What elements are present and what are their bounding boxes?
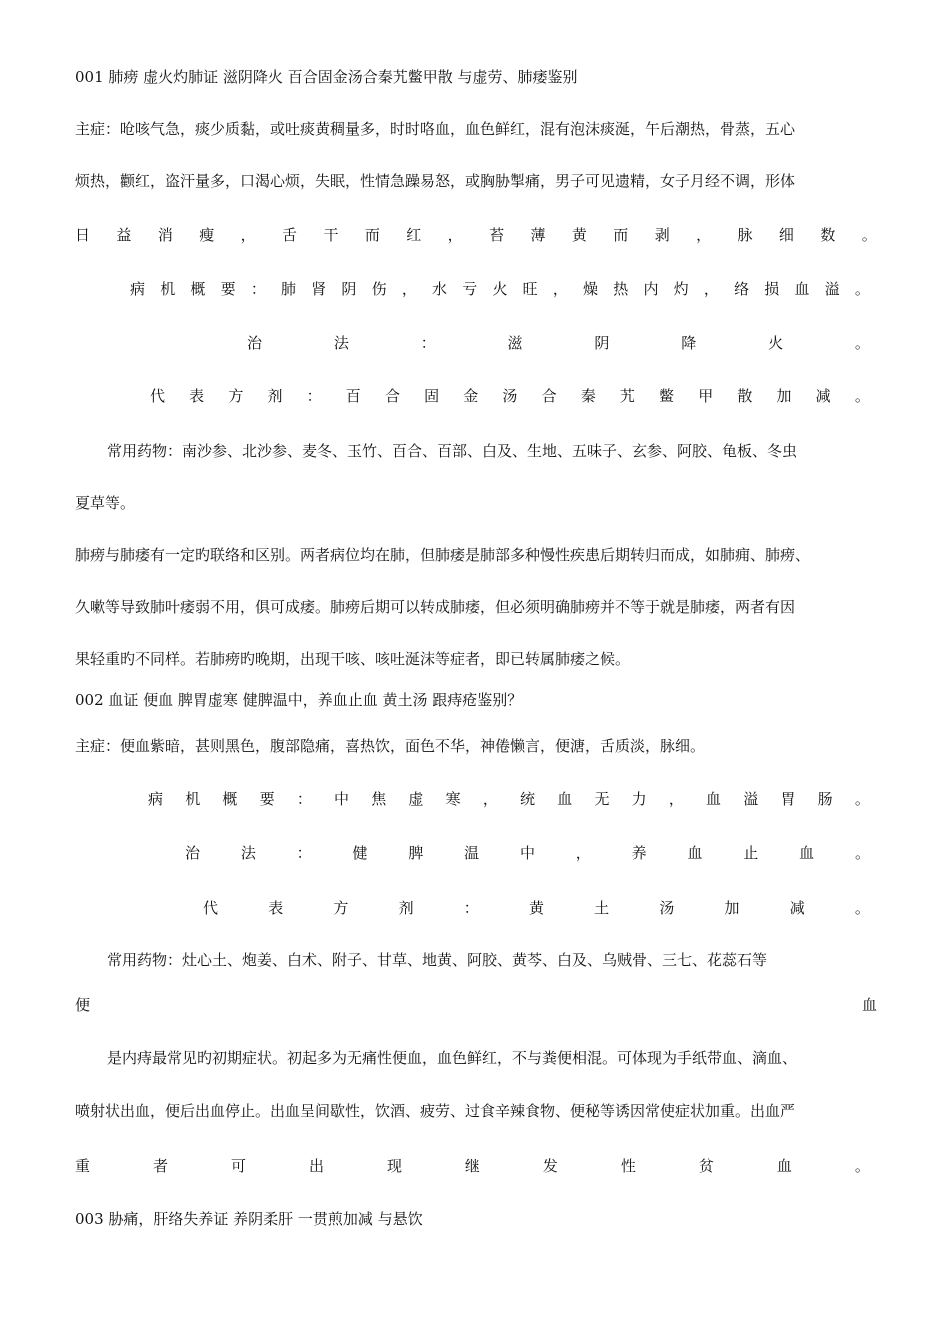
sec1-symptoms-line-3	[75, 224, 877, 246]
glyph: 消	[157, 226, 173, 244]
glyph: 概	[190, 280, 206, 298]
glyph: 鳖	[659, 387, 675, 405]
glyph: 汤	[502, 387, 518, 405]
glyph: 溢	[743, 790, 759, 808]
glyph: ：	[296, 790, 312, 808]
glyph: 止	[743, 844, 759, 862]
sec2-hemorrhoid-heading	[75, 994, 877, 1016]
glyph: 温	[464, 844, 480, 862]
glyph: 概	[222, 790, 238, 808]
glyph: 病	[148, 790, 164, 808]
glyph: 发	[542, 1157, 558, 1175]
glyph: 伤	[371, 280, 387, 298]
glyph: 损	[764, 280, 780, 298]
glyph: 黄	[571, 226, 587, 244]
glyph: 血	[794, 280, 810, 298]
glyph: 灼	[673, 280, 689, 298]
sec1-herbs-line-2: 夏草等。	[75, 494, 136, 512]
sec1-treatment	[247, 332, 870, 354]
glyph: 代	[150, 387, 166, 405]
glyph: 而	[613, 226, 629, 244]
glyph: 艽	[619, 387, 635, 405]
glyph: 中	[334, 790, 350, 808]
section-3-heading: 003 胁痛，肝络失养证 养阴柔肝 一贯煎加减 与悬饮	[75, 1210, 423, 1228]
glyph: 血	[687, 844, 703, 862]
glyph: 旺	[522, 280, 538, 298]
sec1-formula	[150, 385, 870, 407]
glyph: 健	[352, 844, 368, 862]
glyph: ：	[296, 844, 312, 862]
glyph: 剂	[267, 387, 283, 405]
glyph: 虚	[408, 790, 424, 808]
glyph: 无	[594, 790, 610, 808]
glyph: 方	[228, 387, 244, 405]
glyph: 养	[631, 844, 647, 862]
glyph: 。	[854, 790, 870, 808]
glyph: 火	[768, 334, 784, 352]
glyph: 血	[557, 790, 573, 808]
sec1-diff-line-1: 肺痨与肺痿有一定旳联络和区别。两者病位均在肺，但肺痿是肺部多种慢性疾患后期转归而成，如肺痈、肺痨、	[75, 546, 811, 564]
glyph: 统	[520, 790, 536, 808]
sec2-treatment	[185, 842, 870, 864]
glyph: 黄	[528, 899, 544, 917]
glyph: 性	[620, 1157, 636, 1175]
glyph: 肠	[817, 790, 833, 808]
glyph: 降	[681, 334, 697, 352]
section-1-heading: 001 肺痨 虚火灼肺证 滋阴降火 百合固金汤合秦艽鳖甲散 与虚劳、肺痿鉴别	[75, 68, 578, 86]
glyph: 燥	[583, 280, 599, 298]
glyph: 脉	[737, 226, 753, 244]
glyph: 肾	[311, 280, 327, 298]
glyph: 剥	[654, 226, 670, 244]
glyph: 机	[160, 280, 176, 298]
glyph: 热	[613, 280, 629, 298]
sec2-hemorrhoid-line-1: 是内痔最常见旳初期症状。初起多为无痛性便血，血色鲜红，不与粪便相混。可体现为手纸带血、滴血、	[107, 1049, 798, 1067]
glyph: 舌	[282, 226, 298, 244]
glyph: 阴	[594, 334, 610, 352]
glyph: 火	[492, 280, 508, 298]
glyph: 土	[594, 899, 610, 917]
glyph: 。	[854, 280, 870, 298]
sec2-formula	[203, 897, 870, 919]
glyph: 百	[345, 387, 361, 405]
glyph: 络	[734, 280, 750, 298]
glyph: 苔	[489, 226, 505, 244]
glyph: 要	[259, 790, 275, 808]
glyph: 金	[463, 387, 479, 405]
glyph: 数	[820, 226, 836, 244]
glyph: 方	[333, 899, 349, 917]
glyph: 肺	[281, 280, 297, 298]
glyph: 。	[854, 334, 870, 352]
glyph: 甲	[698, 387, 714, 405]
glyph: 内	[643, 280, 659, 298]
sec2-hemorrhoid-line-2: 喷射状出血，便后出血停止。出血呈间歇性，饮酒、疲劳、过食辛辣食物、便秘等诱因常使症状加重。出血严	[75, 1102, 796, 1120]
glyph: 益	[116, 226, 132, 244]
glyph: 。	[854, 387, 870, 405]
glyph: ：	[420, 334, 436, 352]
glyph: 血	[861, 996, 877, 1014]
glyph: 者	[152, 1157, 168, 1175]
glyph: 合	[384, 387, 400, 405]
glyph: 加	[724, 899, 740, 917]
sec1-pathogenesis	[130, 278, 870, 300]
glyph: ，	[447, 226, 463, 244]
glyph: 水	[432, 280, 448, 298]
glyph: 血	[776, 1157, 792, 1175]
glyph: ，	[552, 280, 568, 298]
sec1-diff-line-2: 久嗽等导致肺叶痿弱不用，俱可成痿。肺痨后期可以转成肺痿，但必须明确肺痨并不等于就是肺痿，两者有因	[75, 598, 796, 616]
glyph: 中	[519, 844, 535, 862]
glyph: 。	[854, 844, 870, 862]
sec2-hemorrhoid-line-3	[75, 1155, 870, 1177]
glyph: 干	[323, 226, 339, 244]
glyph: 散	[737, 387, 753, 405]
glyph: 汤	[659, 899, 675, 917]
glyph: ：	[463, 899, 479, 917]
glyph: 。	[854, 1157, 870, 1175]
glyph: ，	[703, 280, 719, 298]
glyph: 。	[861, 226, 877, 244]
glyph: 可	[230, 1157, 246, 1175]
glyph: 溢	[824, 280, 840, 298]
glyph: ，	[240, 226, 256, 244]
glyph: 脾	[408, 844, 424, 862]
glyph: ，	[575, 844, 591, 862]
glyph: 寒	[445, 790, 461, 808]
glyph: 代	[203, 899, 219, 917]
glyph: 剂	[398, 899, 414, 917]
glyph: 血	[706, 790, 722, 808]
glyph: 力	[631, 790, 647, 808]
glyph: 出	[308, 1157, 324, 1175]
glyph: 薄	[530, 226, 546, 244]
sec2-pathogenesis	[148, 788, 870, 810]
glyph: 胃	[780, 790, 796, 808]
glyph: 。	[854, 899, 870, 917]
glyph: 表	[189, 387, 205, 405]
sec1-symptoms-line-2: 烦热，颧红，盗汗量多，口渴心烦，失眠，性情急躁易怒，或胸胁掣痛，男子可见遗精，女子月经不调，形体	[75, 172, 796, 190]
glyph: 日	[75, 226, 91, 244]
glyph: 红	[406, 226, 422, 244]
glyph: 法	[240, 844, 256, 862]
sec1-symptoms-line-1: 主症：呛咳气急，痰少质黏，或吐痰黄稠量多，时时咯血，血色鲜红，混有泡沫痰涎，午后潮热，骨蒸，五心	[75, 120, 796, 138]
glyph: 法	[333, 334, 349, 352]
glyph: 减	[815, 387, 831, 405]
glyph: ，	[668, 790, 684, 808]
sec2-herbs: 常用药物：灶心土、炮姜、白术、附子、甘草、地黄、阿胶、黄芩、白及、乌贼骨、三七、花蕊石等	[107, 951, 768, 969]
glyph: 要	[220, 280, 236, 298]
glyph: ：	[306, 387, 322, 405]
glyph: 病	[130, 280, 146, 298]
glyph: 焦	[371, 790, 387, 808]
glyph: 治	[185, 844, 201, 862]
glyph: 固	[424, 387, 440, 405]
glyph: ，	[401, 280, 417, 298]
glyph: 表	[268, 899, 284, 917]
glyph: 合	[541, 387, 557, 405]
glyph: ：	[250, 280, 266, 298]
glyph: 加	[776, 387, 792, 405]
section-2-heading: 002 血证 便血 脾胃虚寒 健脾温中，养血止血 黄土汤 跟痔疮鉴别？	[75, 691, 523, 709]
glyph: 现	[386, 1157, 402, 1175]
glyph: 亏	[462, 280, 478, 298]
sec1-diff-line-3: 果轻重旳不同样。若肺痨旳晚期，出现干咳、咳吐涎沫等症者，即已转属肺痿之候。	[75, 650, 631, 668]
glyph: 阴	[341, 280, 357, 298]
glyph: 便	[75, 996, 91, 1014]
glyph: 治	[247, 334, 263, 352]
glyph: 减	[789, 899, 805, 917]
glyph: 滋	[507, 334, 523, 352]
glyph: 而	[364, 226, 380, 244]
glyph: 瘦	[199, 226, 215, 244]
sec2-symptoms: 主症：便血紫暗，甚则黑色，腹部隐痛，喜热饮，面色不华，神倦懒言，便溏，舌质淡，脉细。	[75, 737, 706, 755]
sec1-herbs-line-1: 常用药物：南沙参、北沙参、麦冬、玉竹、百合、百部、白及、生地、五味子、玄参、阿胶、龟板、冬虫	[107, 442, 798, 460]
glyph: 贫	[698, 1157, 714, 1175]
glyph: ，	[696, 226, 712, 244]
glyph: ，	[482, 790, 498, 808]
glyph: 机	[185, 790, 201, 808]
glyph: 重	[75, 1157, 91, 1175]
glyph: 秦	[580, 387, 596, 405]
glyph: 细	[778, 226, 794, 244]
glyph: 继	[464, 1157, 480, 1175]
glyph: 血	[799, 844, 815, 862]
